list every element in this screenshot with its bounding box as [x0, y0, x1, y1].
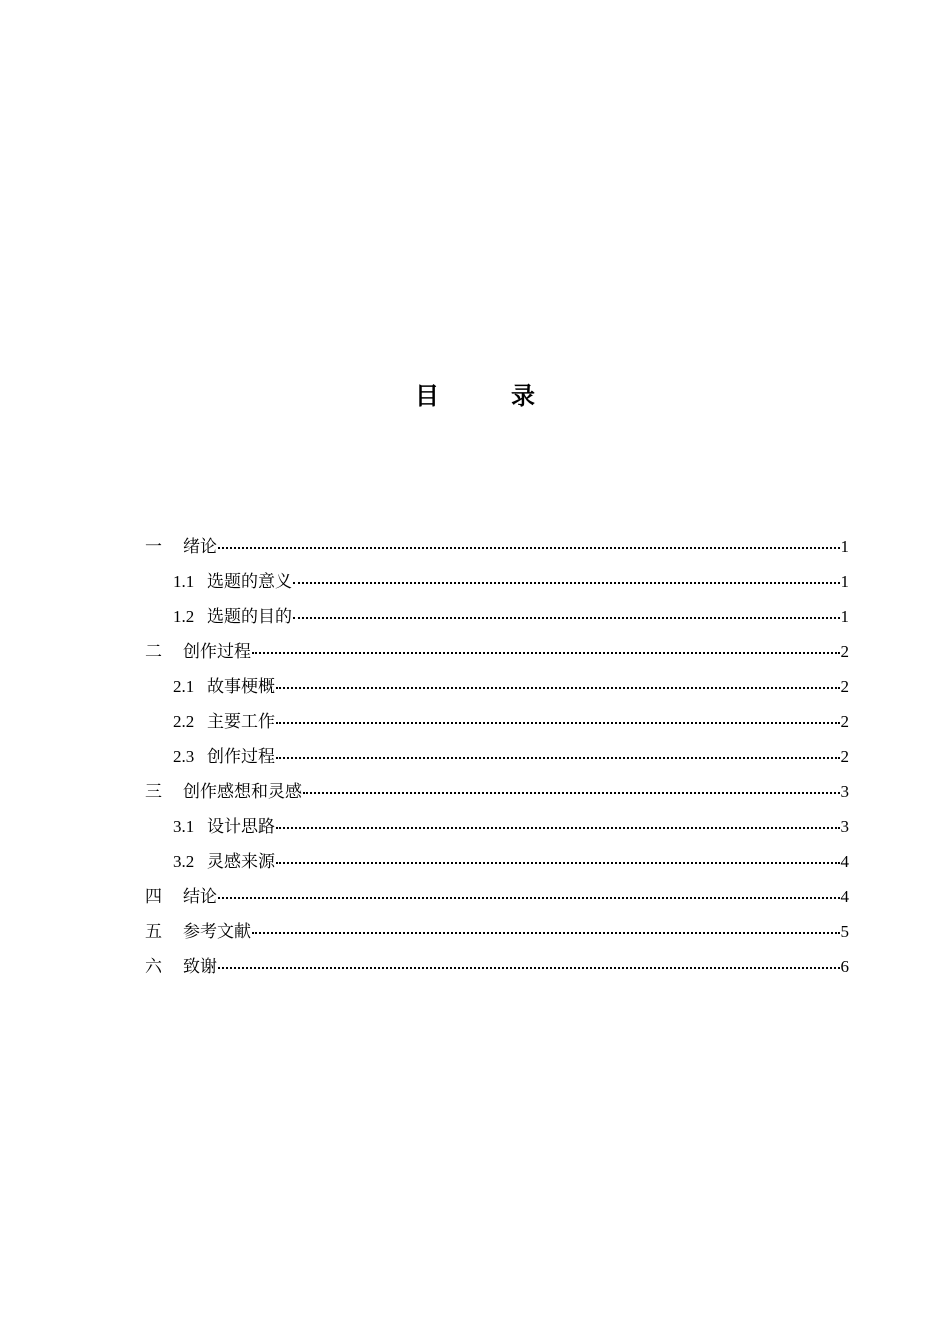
- toc-entry-2-1[interactable]: [145, 669, 849, 704]
- toc-dot-leader: [303, 791, 840, 794]
- toc-entry-page: 2: [840, 747, 849, 766]
- toc-entry-5[interactable]: [145, 914, 849, 949]
- toc-entry-2-3[interactable]: [145, 739, 849, 774]
- toc-entry-title: 设计思路: [207, 817, 275, 837]
- toc-entry-number: 四: [145, 887, 162, 907]
- toc-entry-title: 创作过程: [207, 747, 275, 767]
- toc-dot-leader: [276, 686, 840, 689]
- toc-entry-page: 1: [840, 537, 849, 556]
- toc-entry-title: 参考文献: [183, 922, 251, 942]
- toc-entry-title: 故事梗概: [207, 677, 275, 697]
- toc-entry-number: 三: [145, 782, 162, 802]
- toc-entry-page: 4: [840, 887, 849, 906]
- toc-entry-4[interactable]: [145, 879, 849, 914]
- toc-entry-page: 2: [840, 712, 849, 731]
- toc-entry-title: 创作感想和灵感: [183, 782, 302, 802]
- toc-entry-page: 3: [840, 782, 849, 801]
- toc-entry-title: 结论: [183, 887, 217, 907]
- toc-dot-leader: [218, 546, 840, 549]
- toc-dot-leader: [276, 826, 840, 829]
- toc-entry-3[interactable]: [145, 774, 849, 809]
- toc-entry-page: 1: [840, 607, 849, 626]
- toc-entry-2[interactable]: [145, 634, 849, 669]
- toc-entry-page: 2: [840, 642, 849, 661]
- toc-entry-2-2[interactable]: [145, 704, 849, 739]
- toc-entry-number: 六: [145, 957, 162, 977]
- toc-entry-3-2[interactable]: [145, 844, 849, 879]
- toc-dot-leader: [293, 581, 840, 584]
- toc-dot-leader: [252, 651, 840, 654]
- toc-entry-page: 3: [840, 817, 849, 836]
- toc-entry-title: 选题的目的: [207, 607, 292, 627]
- toc-dot-leader: [218, 896, 840, 899]
- toc-entry-title: 致谢: [183, 957, 217, 977]
- toc-entry-title: 创作过程: [183, 642, 251, 662]
- toc-entry-page: 4: [840, 852, 849, 871]
- toc-entry-number: 3.1: [173, 817, 195, 836]
- toc-dot-leader: [276, 861, 840, 864]
- toc-dot-leader: [218, 966, 840, 969]
- toc-entry-1[interactable]: [145, 529, 849, 564]
- toc-entry-number: 1.2: [173, 607, 195, 626]
- toc-dot-leader: [252, 931, 840, 934]
- toc-entry-page: 6: [840, 957, 849, 976]
- toc-entry-number: 二: [145, 642, 162, 662]
- toc-entry-1-2[interactable]: [145, 599, 849, 634]
- toc-entry-title: 灵感来源: [207, 852, 275, 872]
- toc-entry-number: 五: [145, 922, 162, 942]
- toc-entry-3-1[interactable]: [145, 809, 849, 844]
- toc-entry-title: 主要工作: [207, 712, 275, 732]
- toc-entry-number: 2.2: [173, 712, 195, 731]
- toc-entry-number: 1.1: [173, 572, 195, 591]
- toc-entry-1-1[interactable]: [145, 564, 849, 599]
- page-title: 目 录: [415, 382, 535, 410]
- toc-entry-page: 2: [840, 677, 849, 696]
- toc-entry-6[interactable]: [145, 949, 849, 984]
- toc-entry-number: 一: [145, 537, 162, 557]
- table-of-contents: [145, 529, 849, 984]
- toc-entry-title: 选题的意义: [207, 572, 292, 592]
- toc-dot-leader: [276, 756, 840, 759]
- toc-entry-number: 2.3: [173, 747, 195, 766]
- toc-dot-leader: [293, 616, 840, 619]
- toc-dot-leader: [276, 721, 840, 724]
- toc-entry-number: 2.1: [173, 677, 195, 696]
- toc-entry-page: 5: [840, 922, 849, 941]
- toc-entry-number: 3.2: [173, 852, 195, 871]
- toc-entry-title: 绪论: [183, 537, 217, 557]
- toc-entry-page: 1: [840, 572, 849, 591]
